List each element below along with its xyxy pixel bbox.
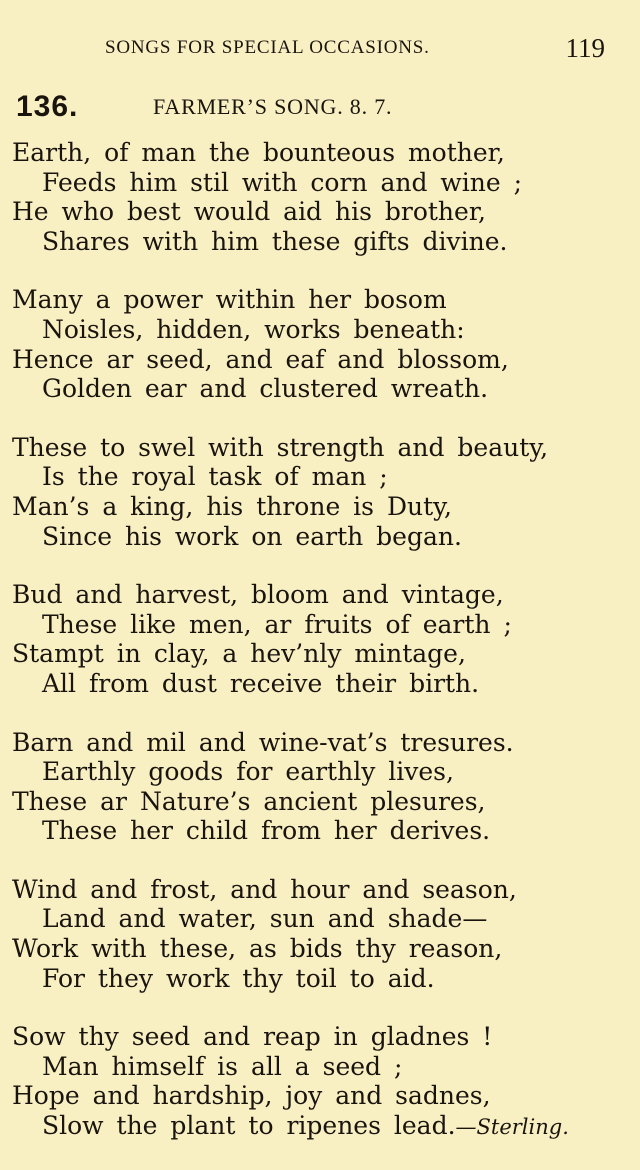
verse-line: Many a power within her bosom: [12, 285, 447, 315]
verse-line: All from dust receive their birth.: [42, 668, 480, 698]
verse-line: Man’s a king, his throne is Duty,: [12, 491, 452, 521]
verse-line: These ar Nature’s ancient plesures,: [12, 786, 486, 816]
stanza-6: [12, 875, 616, 993]
stanza-5: [12, 728, 616, 846]
author-attribution: —Sterling.: [455, 1115, 569, 1140]
verse-line: Barn and mil and wine-vat’s tresures.: [12, 727, 514, 757]
stanza-3: [12, 433, 616, 551]
verse-line: Bud and harvest, bloom and vintage,: [12, 580, 504, 610]
verse-line: Work with these, as bids thy reason,: [12, 934, 503, 964]
verse-line: These her child from her derives.: [42, 816, 491, 846]
verse-line: Noisles, hidden, works beneath:: [42, 314, 465, 344]
verse-line: Earth, of man the bounteous mother,: [12, 138, 505, 167]
verse-line: Feeds him stil with corn and wine ;: [42, 167, 523, 197]
verse-line: Is the royal task of man ;: [42, 462, 388, 492]
verse-line-text: Slow the plant to ripenes lead.: [42, 1111, 456, 1141]
verse-line: These to swel with strength and beauty,: [12, 432, 549, 462]
stanza-2: [12, 285, 616, 403]
verse-line: Land and water, sun and shade—: [42, 904, 488, 934]
verse-line: Since his work on earth began.: [42, 521, 462, 551]
verse-line-final: [12, 1111, 616, 1141]
verse-line: Stampt in clay, a hev’nly mintage,: [12, 639, 466, 669]
verse-line: Shares with him these gifts divine.: [42, 226, 508, 256]
song-body: [12, 138, 616, 1170]
verse-line: These like men, ar fruits of earth ;: [42, 609, 512, 639]
verse-line: Hope and hardship, joy and sadnes,: [12, 1081, 491, 1111]
verse-line: Hence ar seed, and eaf and blossom,: [12, 344, 509, 374]
stanza-1: [12, 138, 616, 256]
stanza-4: [12, 580, 616, 698]
verse-line: For they work thy toil to aid.: [42, 963, 435, 993]
verse-line: Wind and frost, and hour and season,: [12, 874, 517, 904]
stanza-7: [12, 1022, 616, 1140]
song-header: [16, 90, 616, 126]
song-title: FARMER’S SONG. 8. 7.: [153, 94, 393, 119]
verse-line: He who best would aid his brother,: [12, 197, 486, 227]
verse-line: Sow thy seed and reap in gladnes !: [12, 1022, 493, 1052]
song-number: 136.: [16, 90, 79, 123]
verse-line: Earthly goods for earthly lives,: [42, 757, 454, 787]
running-title: SONGS FOR SPECIAL OCCASIONS.: [105, 37, 430, 58]
running-head: [105, 33, 605, 65]
verse-line: Man himself is all a seed ;: [42, 1051, 403, 1081]
page-number: 119: [565, 33, 605, 63]
verse-line: Golden ear and clustered wreath.: [42, 374, 489, 404]
